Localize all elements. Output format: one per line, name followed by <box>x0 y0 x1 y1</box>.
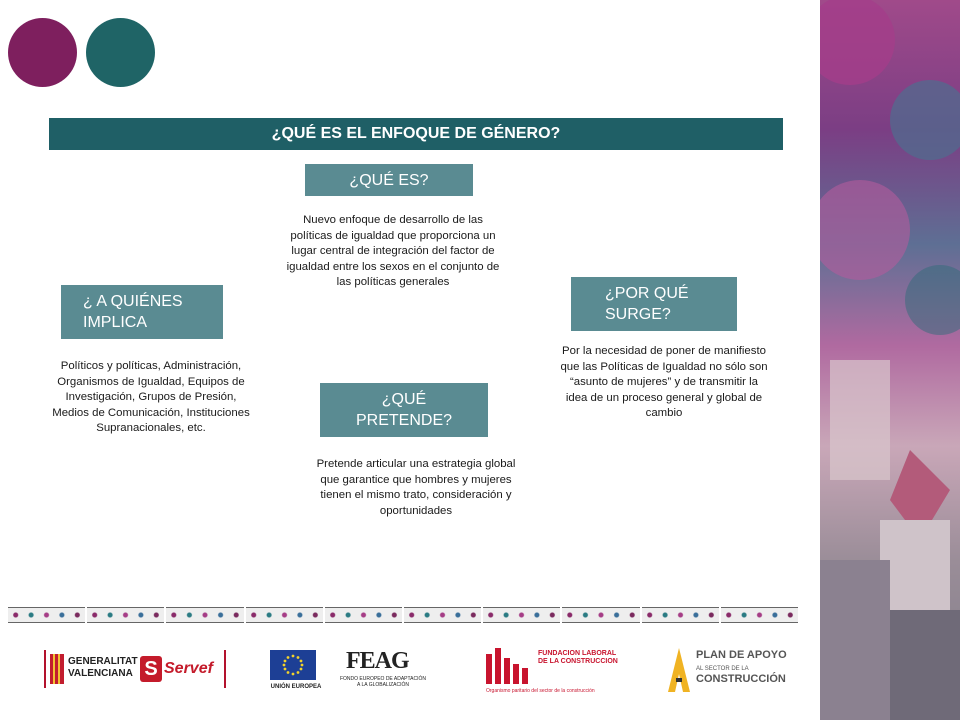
plan-apoyo-subtext: AL SECTOR DE LA <box>696 666 749 672</box>
page-title: ¿QUÉ ES EL ENFOQUE DE GÉNERO? <box>49 118 783 150</box>
teal-circle <box>86 18 155 87</box>
decorative-strip <box>8 607 798 623</box>
generalitat-emblem-icon <box>50 654 64 684</box>
generalitat-text: GENERALITAT VALENCIANA <box>68 656 138 679</box>
que-pretende-text: Pretende articular una estrategia global que garantice que hombres y mujeres tienen el mismo trato, consideración y oportunidades <box>316 458 516 517</box>
por-que-text: Por la necesidad de poner de manifiesto que las Políticas de Igualdad no sólo son “asunto de mujeres” y de transmitir la idea de un proceso general y global de cambio <box>560 345 768 419</box>
plan-apoyo-logo <box>668 648 798 694</box>
plan-apoyo-a-icon <box>668 648 690 692</box>
logo-divider <box>44 650 46 688</box>
por-que-heading: ¿POR QUÉ SURGE? <box>571 277 737 331</box>
generalitat-logo <box>50 652 138 686</box>
fundacion-logo <box>486 648 621 698</box>
feag-subtext: FONDO EUROPEO DE ADAPTACIÓN A LA GLOBALIZACIÓN <box>339 676 427 688</box>
a-quienes-text: Políticos y políticas, Administración, Organismos de Igualdad, Equipos de Investigación, Grupos de Presión, Medios de Comunicación, Instituciones Supranacionales, etc. <box>52 360 250 434</box>
plan-apoyo-construccion-text: CONSTRUCCIÓN <box>696 673 786 685</box>
eu-flag-icon <box>270 650 316 680</box>
servef-s-icon: S <box>140 656 162 682</box>
feag-logo <box>338 648 428 690</box>
que-es-text: Nuevo enfoque de desarrollo de las políticas de igualdad que proporciona un lugar central de integración del factor de igualdad entre los sexos en el conjunto de las políticas generales <box>286 214 500 288</box>
feag-text: FEAG <box>346 648 409 674</box>
fundacion-subtext: Organismo paritario del sector de la construcción <box>486 688 595 694</box>
ue-logo <box>270 650 320 690</box>
que-pretende-heading: ¿QUÉ PRETENDE? <box>320 383 488 437</box>
que-es-heading: ¿QUÉ ES? <box>305 164 473 196</box>
fundacion-bars-icon <box>486 648 530 684</box>
ue-text: UNIÓN EUROPEA <box>270 684 322 690</box>
logo-divider <box>224 650 226 688</box>
decorative-photo <box>820 0 960 720</box>
plan-apoyo-text: PLAN DE APOYO <box>696 649 787 661</box>
servef-text: Servef <box>164 660 213 677</box>
fundacion-text: FUNDACION LABORAL DE LA CONSTRUCCION <box>538 650 618 665</box>
a-quienes-heading: ¿ A QUIÉNES IMPLICA <box>61 285 223 339</box>
servef-logo <box>140 654 213 688</box>
magenta-circle <box>8 18 77 87</box>
